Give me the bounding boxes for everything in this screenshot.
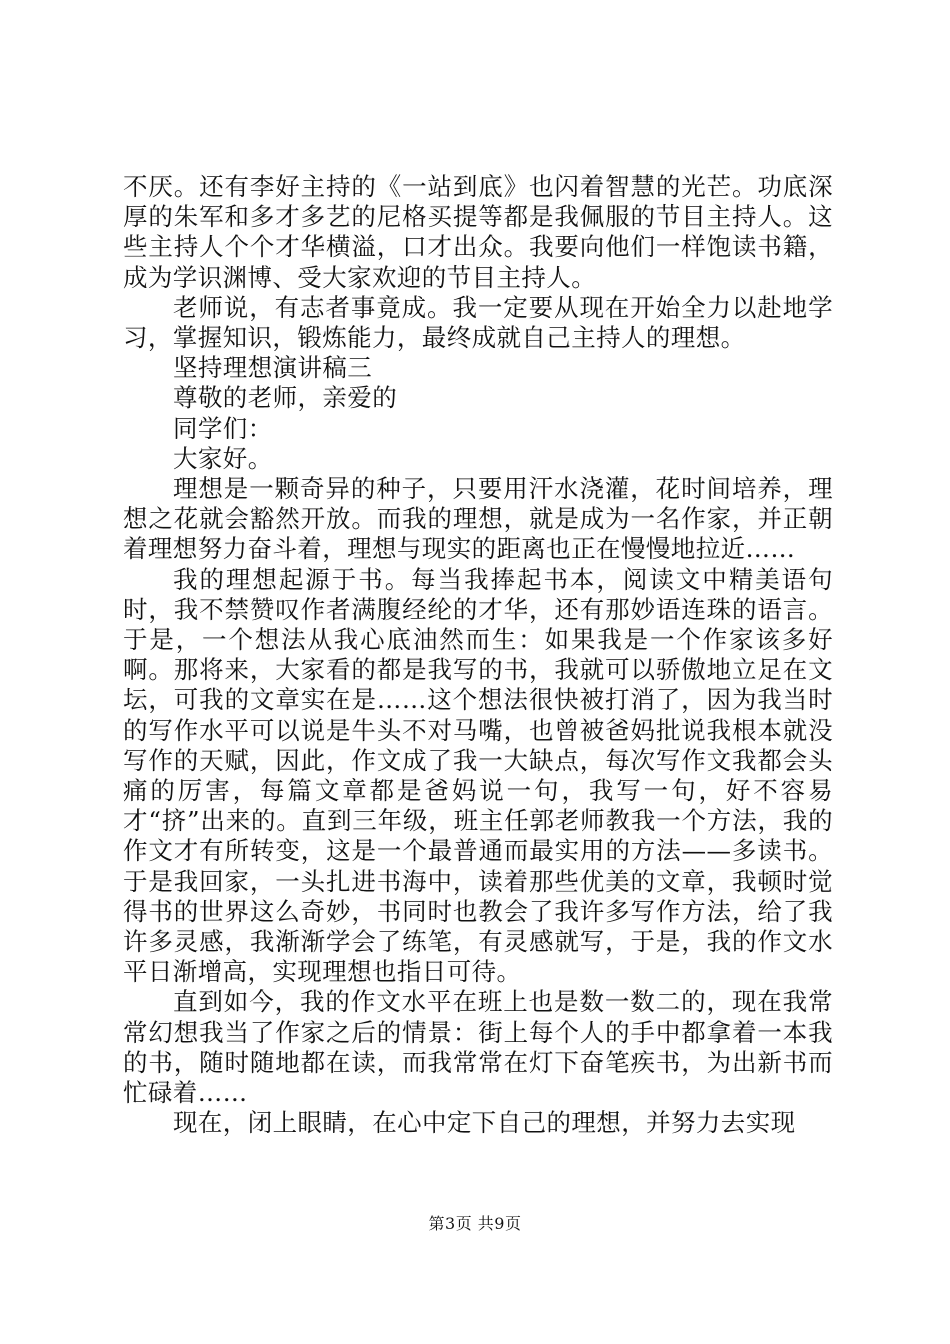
- salutation-line-1: 尊敬的老师，亲爱的: [173, 383, 398, 413]
- paragraph-2: 老师说，有志者事竟成。我一定要从现在开始全力以赴地学习，掌握知识，锻炼能力，最终成就自己主持人的理想。: [123, 292, 833, 353]
- paragraph-7: 理想是一颗奇异的种子，只要用汗水浇灌，花时间培养，理想之花就会豁然开放。而我的理想，就是成为一名作家，并正朝着理想努力奋斗着，理想与现实的距离也正在慢慢地拉近……: [123, 474, 833, 564]
- paragraph-1: 不厌。还有李好主持的《一站到底》也闪着智慧的光芒。功底深厚的朱军和多才多艺的尼格买提等都是我佩服的节目主持人。这些主持人个个才华横溢，口才出众。我要向他们一样饱读书籍，成为学识渊博、受大家欢迎的节目主持人。: [123, 172, 833, 292]
- paragraph-9: 直到如今，我的作文水平在班上也是数一数二的，现在我常常幻想我当了作家之后的情景：街上每个人的手中都拿着一本我的书，随时随地都在读，而我常常在灯下奋笔疾书，为出新书而忙碌着……: [123, 987, 833, 1108]
- page-number-footer: 第3页 共9页: [428, 1214, 522, 1233]
- salutation-line-2: 同学们：: [173, 413, 273, 443]
- paragraph-10: 现在，闭上眼睛，在心中定下自己的理想，并努力去实现: [173, 1108, 796, 1138]
- greeting: 大家好。: [173, 443, 273, 473]
- section-title: 坚持理想演讲稿三: [173, 353, 373, 383]
- body-text: [123, 172, 833, 1139]
- paragraph-8: 我的理想起源于书。每当我捧起书本，阅读文中精美语句时，我不禁赞叹作者满腹经纶的才华，还有那妙语连珠的语言。于是，一个想法从我心底油然而生：如果我是一个作家该多好啊。那将来，大家看的都是我写的书，我就可以骄傲地立足在文坛，可我的文章实在是……这个想法很快被打消了，因为我当时的写作水平可以说是牛头不对马嘴，也曾被爸妈批说我根本就没写作的天赋，因此，作文成了我一大缺点，每次写作文我都会头痛的厉害，每篇文章都是爸妈说一句，我写一句，好不容易才“挤”出来的。直到三年级，班主任郭老师教我一个方法，我的作文才有所转变，这是一个最普通而最实用的方法——多读书。于是我回家，一头扎进书海中，读着那些优美的文章，我顿时觉得书的世界这么奇妙，书同时也教会了我许多写作方法，给了我许多灵感，我渐渐学会了练笔，有灵感就写，于是，我的作文水平日渐增高，实现理想也指日可待。: [123, 564, 833, 987]
